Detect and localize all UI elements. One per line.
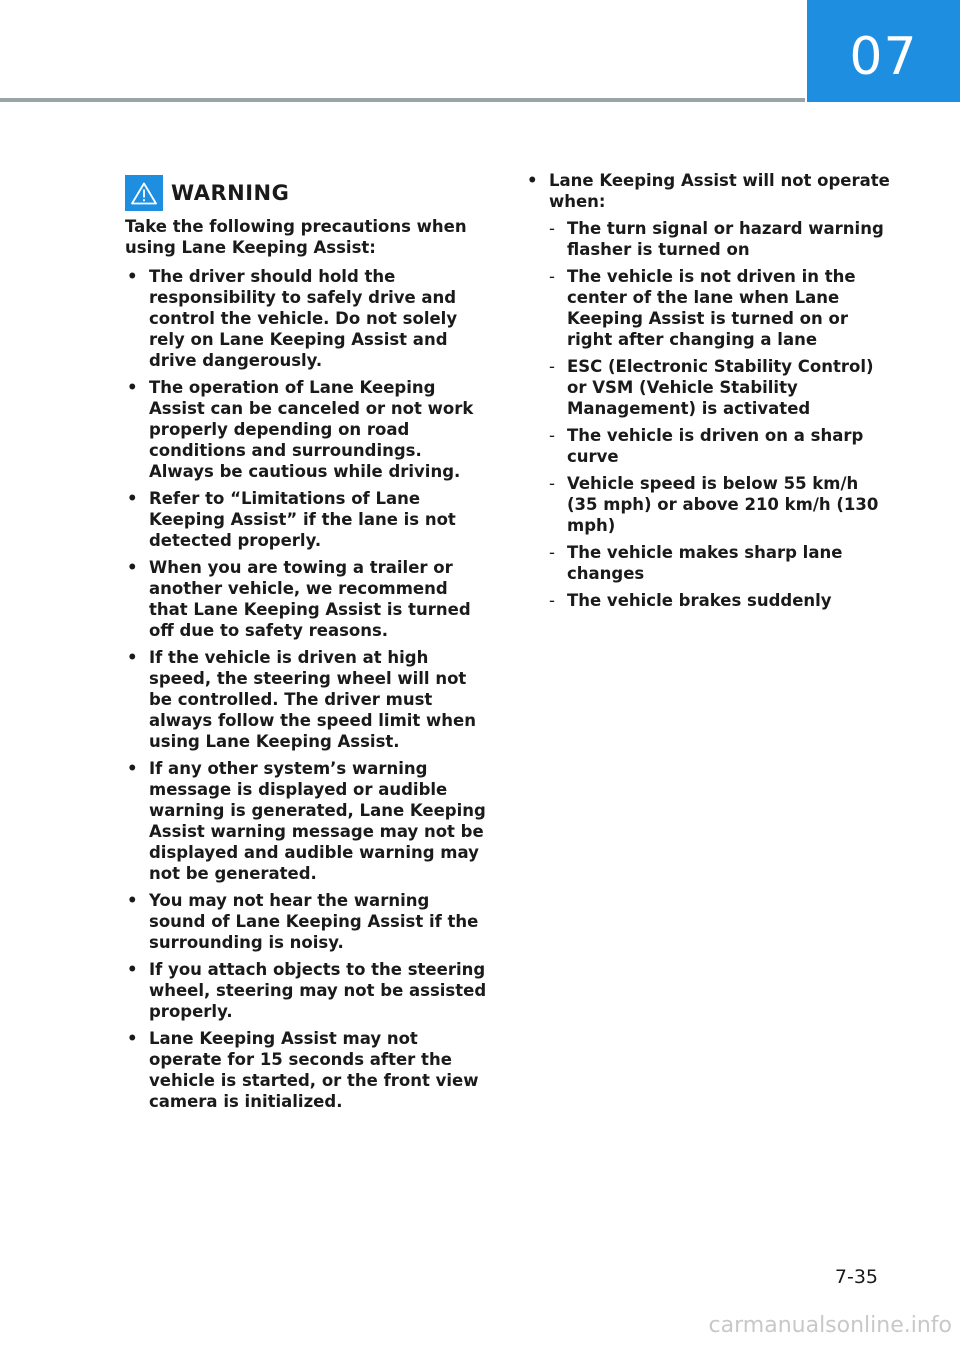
warning-item: • If you attach objects to the steering wheel, steering may not be assisted properly.	[127, 960, 487, 1021]
watermark-link[interactable]: carmanualsonline.info	[708, 1313, 952, 1338]
condition-sublist	[549, 218, 890, 611]
chapter-tab: 07	[807, 0, 960, 102]
condition-item: - The vehicle is driven on a sharp curve	[549, 426, 864, 466]
warning-item: • When you are towing a trailer or another vehicle, we recommend that Lane Keeping Assist is turned off due to safety reasons.	[127, 558, 471, 640]
warning-item: • You may not hear the warning sound of Lane Keeping Assist if the surrounding is noisy.	[127, 891, 479, 952]
condition-item: - The turn signal or hazard warning flasher is turned on	[549, 219, 884, 259]
condition-item: - The vehicle brakes suddenly	[549, 591, 832, 610]
warning-triangle-icon	[125, 175, 163, 211]
warning-heading	[125, 170, 490, 216]
warning-section	[125, 170, 490, 1118]
warning-item: • The operation of Lane Keeping Assist can be canceled or not work properly depending on road conditions and surroundings. Always be cautious while driving.	[127, 378, 474, 481]
warning-item: • If any other system’s warning message is displayed or audible warning is generated, Lane Keeping Assist warning message may not be displayed and audible warning may not be generated.	[127, 759, 486, 883]
warning-item: • The driver should hold the responsibility to safely drive and control the vehicle. Do not solely rely on Lane Keeping Assist and drive dangerously.	[127, 267, 458, 370]
header-rule	[0, 98, 805, 102]
warning-title: WARNING	[171, 181, 290, 205]
conditions-list	[525, 170, 890, 611]
condition-item: - The vehicle is not driven in the center of the lane when Lane Keeping Assist is turned on or right after changing a lane	[549, 267, 856, 349]
conditions-section	[525, 170, 890, 617]
warning-item: • Lane Keeping Assist may not operate for 15 seconds after the vehicle is started, or the front view camera is initialized.	[127, 1029, 479, 1111]
warning-list	[125, 266, 490, 1112]
warning-item: • If the vehicle is driven at high speed, the steering wheel will not be controlled. The driver must always follow the speed limit when using Lane Keeping Assist.	[127, 648, 476, 751]
warning-intro: Take the following precautions when using Lane Keeping Assist:	[125, 217, 467, 257]
page-number: 7-35	[834, 1266, 878, 1288]
warning-item: • Refer to “Limitations of Lane Keeping Assist” if the lane is not detected properly.	[127, 489, 456, 550]
condition-item: - Vehicle speed is below 55 km/h (35 mph) or above 210 km/h (130 mph)	[549, 474, 879, 535]
condition-item: - ESC (Electronic Stability Control) or VSM (Vehicle Stability Management) is activated	[549, 357, 874, 418]
condition-item: - The vehicle makes sharp lane changes	[549, 543, 843, 583]
conditions-lead: • Lane Keeping Assist will not operate when: - The turn signal or hazard warning flasher is turned on - The vehicle is not driven in the center of the lane when Lane Keeping Assist is turned on or right after changing a lane - ESC (Electronic Stability Control) or VSM (Vehicle Stability Management) is activated - The vehicle is driven on a sharp curve - Vehicle speed is below 55 km/h (35 mph) or above 210 km/h (130 mph) - The vehicle makes sharp lane changes - The vehicle brakes suddenly	[527, 171, 890, 610]
